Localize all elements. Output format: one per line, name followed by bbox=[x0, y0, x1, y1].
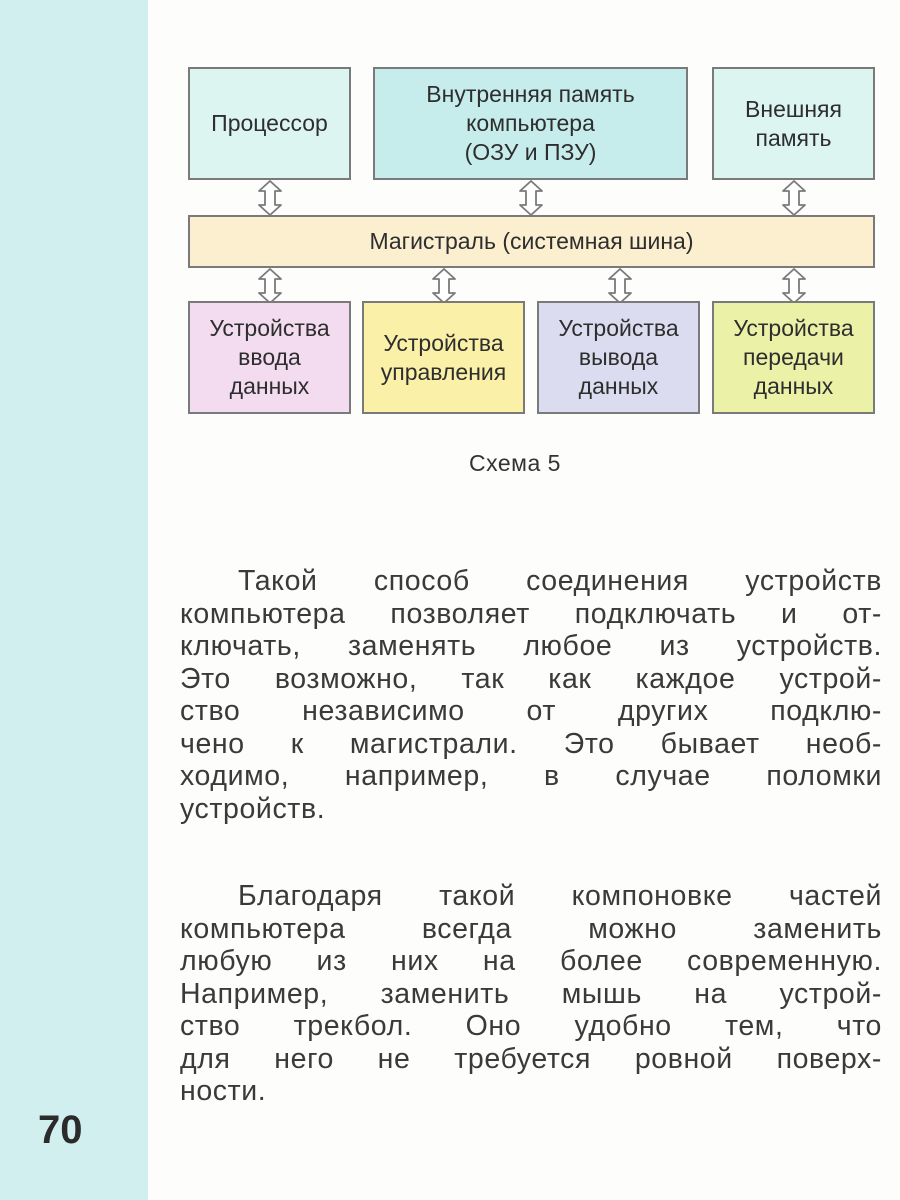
text-line: ности. bbox=[180, 1075, 267, 1107]
paragraph-1 bbox=[180, 565, 882, 825]
diagram-caption: Схема 5 bbox=[469, 450, 561, 476]
processor-label: Процессор bbox=[211, 110, 328, 136]
input-devices-label: Устройства ввода данных bbox=[209, 315, 330, 399]
control-devices-label: Устройства управления bbox=[380, 329, 507, 385]
text-line: устройств. bbox=[180, 792, 326, 825]
external-memory-label: Внешняя память bbox=[745, 95, 842, 151]
transmission-devices-box bbox=[712, 301, 875, 414]
text-line: Благодаря такой компоновке частей bbox=[238, 880, 882, 912]
double-arrow-icon bbox=[778, 180, 810, 216]
computer-architecture-diagram bbox=[0, 0, 900, 420]
internal-memory-label: Внутренняя память компьютера (ОЗУ и ПЗУ) bbox=[426, 81, 635, 165]
double-arrow-icon bbox=[254, 268, 286, 304]
text-line: Это возможно, так как каждое устрой- bbox=[180, 662, 882, 695]
text-line: ходимо, например, в случае поломки bbox=[180, 760, 882, 792]
processor-box bbox=[188, 67, 351, 180]
transmission-devices-label: Устройства передачи данных bbox=[733, 315, 854, 399]
page-number: 70 bbox=[38, 1108, 83, 1152]
text-line: Например, заменить мышь на устрой- bbox=[180, 977, 882, 1010]
text-line: Такой способ соединения устройств bbox=[238, 565, 882, 597]
double-arrow-icon bbox=[428, 268, 460, 304]
text-line: компьютера всегда можно заменить bbox=[180, 912, 882, 945]
double-arrow-icon bbox=[515, 180, 547, 216]
text-line: ключать, заменять любое из устройств. bbox=[180, 630, 882, 662]
system-bus-box bbox=[188, 215, 875, 268]
system-bus-label: Магистраль (системная шина) bbox=[369, 228, 694, 254]
double-arrow-icon bbox=[778, 268, 810, 304]
input-devices-box bbox=[188, 301, 351, 414]
text-line: для него не требуется ровной поверх- bbox=[180, 1042, 882, 1075]
output-devices-box bbox=[537, 301, 700, 414]
paragraph-2 bbox=[180, 880, 882, 1108]
internal-memory-box bbox=[373, 67, 688, 180]
text-line: ство трекбол. Оно удобно тем, что bbox=[180, 1010, 882, 1042]
output-devices-label: Устройства вывода данных bbox=[558, 315, 679, 399]
double-arrow-icon bbox=[604, 268, 636, 304]
text-line: любую из них на более современную. bbox=[180, 945, 882, 977]
text-line: чено к магистрали. Это бывает необ- bbox=[180, 727, 882, 760]
control-devices-box bbox=[362, 301, 525, 414]
double-arrow-icon bbox=[254, 180, 286, 216]
external-memory-box bbox=[712, 67, 875, 180]
text-line: ство независимо от других подклю- bbox=[180, 695, 882, 727]
text-line: компьютера позволяет подключать и от- bbox=[180, 597, 882, 630]
